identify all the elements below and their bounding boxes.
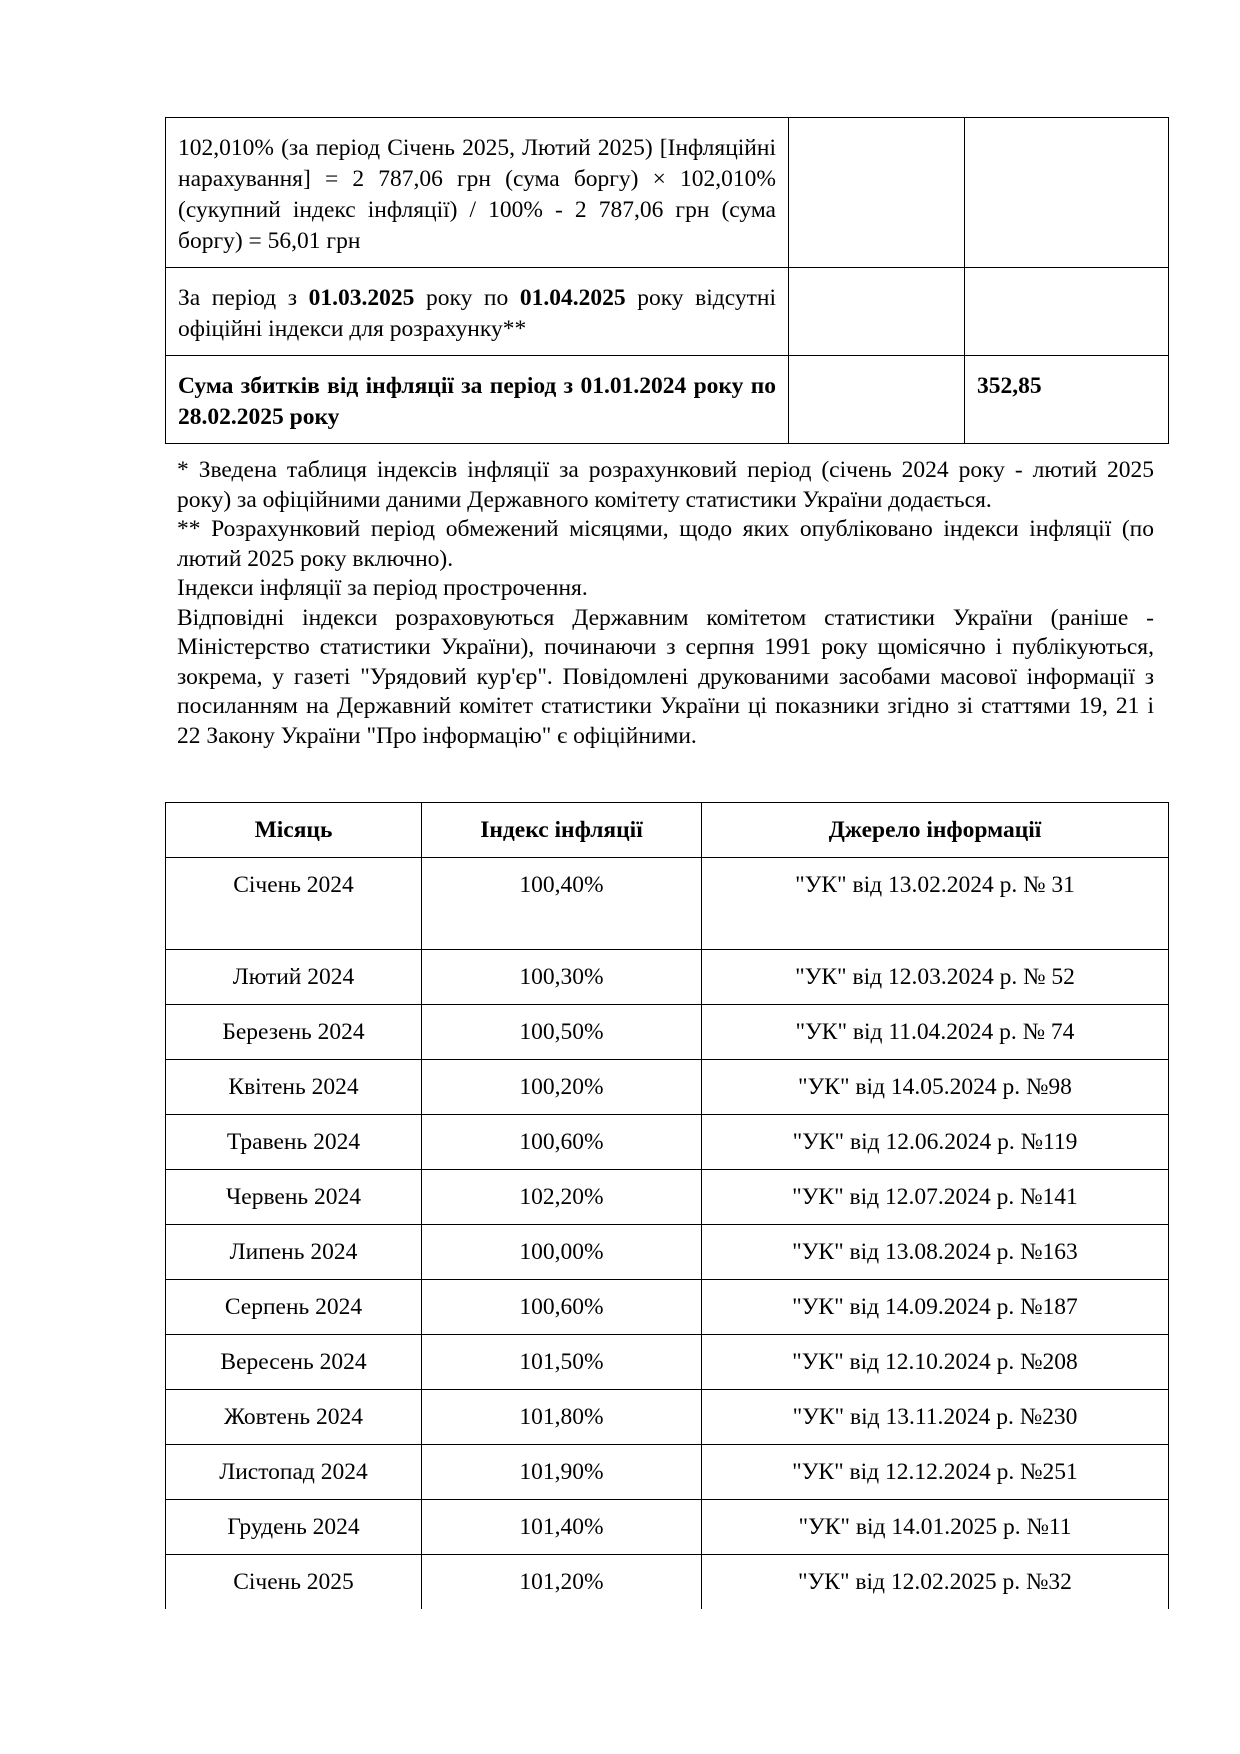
note-summary-table: * Зведена таблиця індексів інфляції за розрахунковий період (січень 2024 року - лютий 2025 року) за офіційними даними Державного комітету статистики України додається. (177, 457, 1154, 513)
cell-source: "УК" від 13.11.2024 р. №230 (702, 1390, 1169, 1445)
header-source: Джерело інформації (702, 803, 1169, 858)
note-calc-period: ** Розрахунковий період обмежений місяцями, щодо яких опубліковано індекси інфляції (по лютий 2025 року включно). (177, 516, 1154, 572)
table-row (166, 1335, 1169, 1390)
date-from: 01.03.2025 (308, 285, 415, 311)
calc-total-row (166, 356, 1169, 444)
cell-source: "УК" від 12.02.2025 р. №32 (702, 1555, 1169, 1610)
cell-index: 101,40% (422, 1500, 702, 1555)
cell-month: Березень 2024 (166, 1005, 422, 1060)
cell-index: 102,20% (422, 1170, 702, 1225)
table-row (166, 1555, 1169, 1610)
cell-month: Січень 2024 (166, 858, 422, 950)
cell-month: Травень 2024 (166, 1115, 422, 1170)
table-row (166, 1500, 1169, 1555)
date-to: 01.04.2025 (519, 285, 626, 311)
calc-cell-empty (789, 118, 965, 268)
calc-row (166, 268, 1169, 356)
cell-index: 100,40% (422, 858, 702, 950)
cell-month: Квітень 2024 (166, 1060, 422, 1115)
cell-month: Січень 2025 (166, 1555, 422, 1610)
header-month: Місяць (166, 803, 422, 858)
calc-cell-empty (965, 268, 1169, 356)
cell-index: 100,20% (422, 1060, 702, 1115)
header-index: Індекс інфляції (422, 803, 702, 858)
cell-month: Липень 2024 (166, 1225, 422, 1280)
calc-cell-empty (789, 356, 965, 444)
total-value: 352,85 (965, 356, 1169, 444)
cell-source: "УК" від 14.01.2025 р. №11 (702, 1500, 1169, 1555)
cell-month: Вересень 2024 (166, 1335, 422, 1390)
table-row (166, 1390, 1169, 1445)
cell-index: 100,30% (422, 950, 702, 1005)
calc-row-text: 102,010% (за період Січень 2025, Лютий 2025) [Інфляційні нарахування] = 2 787,06 грн (сума боргу) × 102,010% (сукупний індекс інфляції) / 100% - 2 787,06 грн (сума боргу) = 56,01 грн (166, 118, 789, 268)
cell-month: Червень 2024 (166, 1170, 422, 1225)
cell-index: 101,90% (422, 1445, 702, 1500)
cell-source: "УК" від 12.07.2024 р. №141 (702, 1170, 1169, 1225)
table-row (166, 1445, 1169, 1500)
note-index-heading: Індекси інфляції за період прострочення. (177, 575, 588, 601)
table-row (166, 1170, 1169, 1225)
cell-index: 100,60% (422, 1115, 702, 1170)
calc-cell-empty (965, 118, 1169, 268)
calc-row-no-indices: За період з 01.03.2025 року по 01.04.2025 року відсутні офіційні індекси для розрахунку** (166, 268, 789, 356)
table-header-row (166, 803, 1169, 858)
table-row (166, 1005, 1169, 1060)
cell-source: "УК" від 12.06.2024 р. №119 (702, 1115, 1169, 1170)
total-label: Сума збитків від інфляції за період з 01.01.2024 року по 28.02.2025 року (166, 356, 789, 444)
cell-month: Грудень 2024 (166, 1500, 422, 1555)
cell-month: Серпень 2024 (166, 1280, 422, 1335)
cell-month: Листопад 2024 (166, 1445, 422, 1500)
calculation-table (165, 117, 1169, 444)
cell-index: 101,20% (422, 1555, 702, 1610)
cell-month: Лютий 2024 (166, 950, 422, 1005)
cell-source: "УК" від 13.08.2024 р. №163 (702, 1225, 1169, 1280)
table-row (166, 1115, 1169, 1170)
table-row (166, 858, 1169, 950)
cell-index: 101,50% (422, 1335, 702, 1390)
cell-index: 101,80% (422, 1390, 702, 1445)
cell-source: "УК" від 12.12.2024 р. №251 (702, 1445, 1169, 1500)
table-row (166, 950, 1169, 1005)
table-row (166, 1280, 1169, 1335)
calc-cell-empty (789, 268, 965, 356)
note-official-source: Відповідні індекси розраховуються Державним комітетом статистики України (раніше - Міністерство статистики України), починаючи з серпня 1991 року щомісячно і публікуються, зокрема, у газеті "Урядовий кур'єр". Повідомлені друкованими засобами масової інформації з посиланням на Державний комітет статистики України ці показники згідно зі статтями 19, 21 і 22 Закону України "Про інформацію" є офіційними. (177, 604, 1154, 749)
cell-source: "УК" від 14.09.2024 р. №187 (702, 1280, 1169, 1335)
cell-month: Жовтень 2024 (166, 1390, 422, 1445)
notes-block (177, 456, 1154, 751)
inflation-index-table (165, 802, 1169, 1609)
cell-index: 100,00% (422, 1225, 702, 1280)
cell-source: "УК" від 13.02.2024 р. № 31 (702, 858, 1169, 950)
table-row (166, 1060, 1169, 1115)
cell-source: "УК" від 11.04.2024 р. № 74 (702, 1005, 1169, 1060)
cell-index: 100,50% (422, 1005, 702, 1060)
table-row (166, 1225, 1169, 1280)
calc-row (166, 118, 1169, 268)
cell-index: 100,60% (422, 1280, 702, 1335)
cell-source: "УК" від 12.03.2024 р. № 52 (702, 950, 1169, 1005)
cell-source: "УК" від 12.10.2024 р. №208 (702, 1335, 1169, 1390)
cell-source: "УК" від 14.05.2024 р. №98 (702, 1060, 1169, 1115)
